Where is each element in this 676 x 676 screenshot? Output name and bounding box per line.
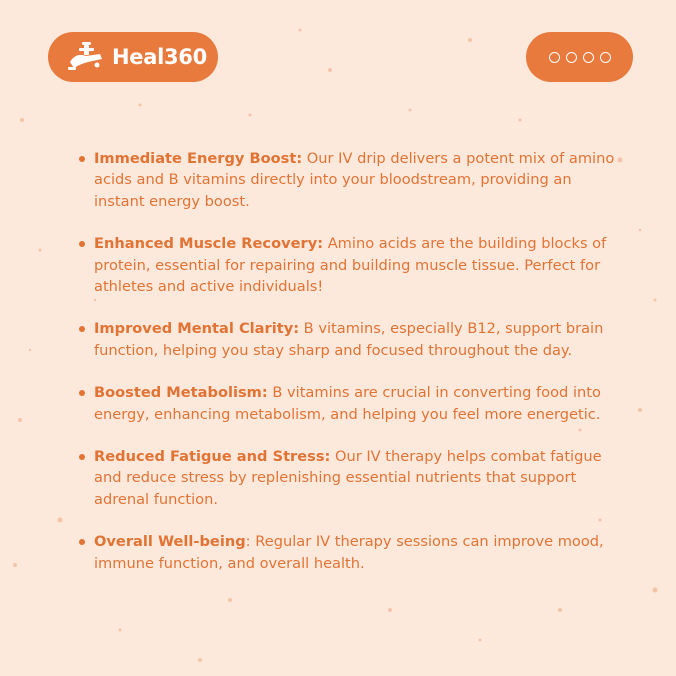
- benefit-item: [78, 382, 623, 425]
- bullet-icon: [79, 454, 85, 460]
- benefit-item: [78, 318, 623, 361]
- brand-logo[interactable]: [48, 32, 218, 82]
- benefit-item: [78, 233, 623, 297]
- benefit-text: Amino acids are the building blocks of protein, essential for repairing and building muscle tissue. Perfect for athletes and active individuals!: [94, 235, 607, 296]
- benefit-item: [78, 446, 623, 510]
- bullet-icon: [79, 539, 85, 545]
- benefit-text: B vitamins are crucial in converting food into energy, enhancing metabolism, and helping you feel more energetic.: [94, 384, 601, 423]
- menu-dot-icon: [549, 52, 560, 63]
- menu-button[interactable]: [526, 32, 633, 82]
- benefit-title: Improved Mental Clarity:: [94, 320, 300, 338]
- benefit-text: Our IV drip delivers a potent mix of amino acids and B vitamins directly into your bloodstream, providing an instant energy boost.: [94, 150, 615, 210]
- benefit-text: Our IV therapy helps combat fatigue and reduce stress by replenishing essential nutrients that support adrenal function.: [94, 448, 602, 508]
- bullet-icon: [79, 241, 85, 247]
- bullet-icon: [79, 326, 85, 332]
- benefit-title: Reduced Fatigue and Stress:: [94, 448, 331, 466]
- menu-dot-icon: [583, 52, 594, 63]
- benefits-list: [78, 148, 623, 595]
- benefit-title: Boosted Metabolism:: [94, 384, 268, 402]
- benefit-title: Overall Well-being: [94, 533, 246, 551]
- benefit-title: Enhanced Muscle Recovery:: [94, 235, 324, 253]
- menu-dot-icon: [600, 52, 611, 63]
- iv-drip-icon: [66, 40, 106, 74]
- bullet-icon: [79, 390, 85, 396]
- menu-dot-icon: [566, 52, 577, 63]
- benefit-item: [78, 531, 623, 574]
- benefit-text: B vitamins, especially B12, support brain function, helping you stay sharp and focused throughout the day.: [94, 320, 604, 359]
- benefit-text: : Regular IV therapy sessions can improve mood, immune function, and overall health.: [94, 533, 604, 572]
- bullet-icon: [79, 156, 85, 162]
- brand-name: Heal360: [112, 45, 207, 69]
- benefit-title: Immediate Energy Boost:: [94, 150, 303, 167]
- benefit-item: [78, 148, 623, 212]
